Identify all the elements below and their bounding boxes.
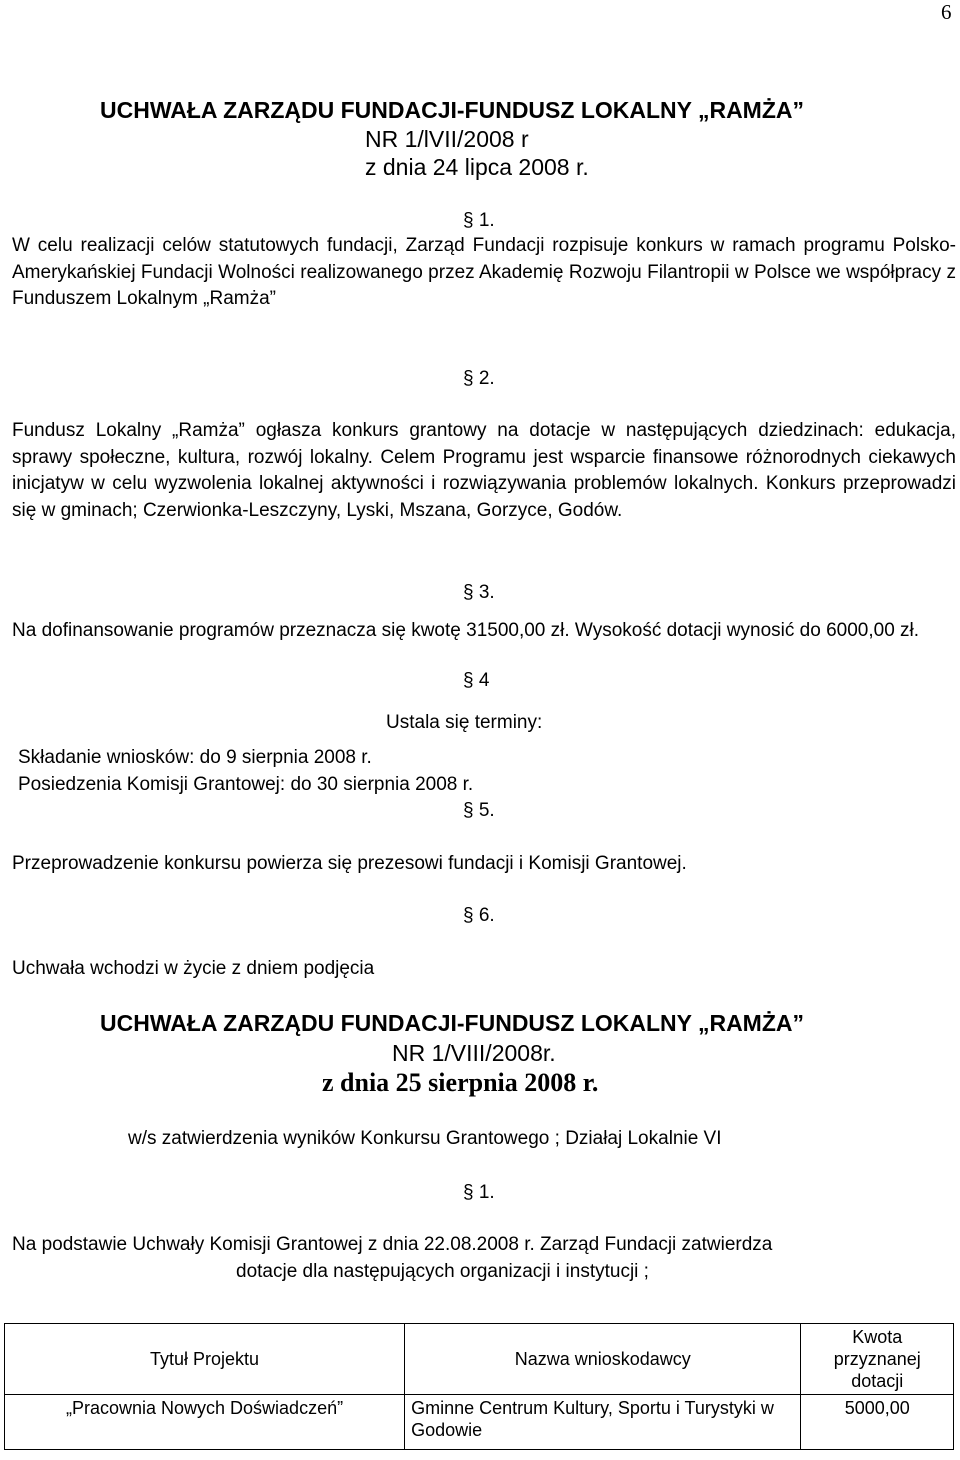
section-6-text: Uchwała wchodzi w życie z dniem podjęcia: [12, 958, 375, 979]
resolution2-section-1-heading: § 1.: [463, 1182, 495, 1203]
cell-amount: 5000,00: [801, 1395, 954, 1450]
section-3-text: Na dofinansowanie programów przeznacza się kwotę 31500,00 zł. Wysokość dotacji wynosić do 6000,00 zł.: [12, 620, 920, 641]
table-header-row: [5, 1324, 954, 1395]
header-amount: Kwota przyznanej dotacji: [801, 1324, 954, 1395]
resolution2-subject: w/s zatwierdzenia wyników Konkursu Grantowego ; Działaj Lokalnie VI: [128, 1128, 722, 1149]
grants-table: [4, 1323, 954, 1450]
section-5-text: Przeprowadzenie konkursu powierza się prezesowi fundacji i Komisji Grantowej.: [12, 853, 687, 874]
section-1-text: W celu realizacji celów statutowych fundacji, Zarząd Fundacji rozpisuje konkurs w ramach programu Polsko-Amerykańskiej Fundacji Wolności realizowanego przez Akademię Rozwoju Filantropii w Polsce we współpracy z Funduszem Lokalnym „Ramża”: [12, 235, 956, 309]
resolution2-section-1-line2: dotacje dla następujących organizacji i instytucji ;: [236, 1261, 649, 1282]
resolution2-title: UCHWAŁA ZARZĄDU FUNDACJI-FUNDUSZ LOKALNY „RAMŻA”: [100, 1010, 804, 1036]
section-1-heading: § 1.: [463, 210, 495, 231]
cell-applicant: Gminne Centrum Kultury, Sportu i Turystyki w Godowie: [405, 1395, 801, 1450]
resolution1-title: UCHWAŁA ZARZĄDU FUNDACJI-FUNDUSZ LOKALNY „RAMŻA”: [100, 97, 804, 123]
resolution1-number: NR 1/lVII/2008 r: [365, 126, 529, 152]
resolution1-date: z dnia 24 lipca 2008 r.: [365, 154, 589, 180]
resolution2-number: NR 1/VIII/2008r.: [392, 1040, 556, 1066]
page-number: 6: [941, 0, 952, 24]
cell-project-title: „Pracownia Nowych Doświadczeń”: [5, 1395, 405, 1450]
section-2-heading: § 2.: [463, 368, 495, 389]
section-2-text: Fundusz Lokalny „Ramża” ogłasza konkurs grantowy na dotacje w następujących dziedzinach: edukacja, sprawy społeczne, kultura, rozwój lokalny. Celem Programu jest wsparcie finansowe różnorodnych ciekawych inicjatyw w celu wyzwolenia lokalnej aktywności i rozwiązywania problemów lokalnych. Konkurs przeprowadzi się w gminach; Czerwionka-Leszczyny, Lyski, Mszana, Gorzyce, Godów.: [12, 420, 956, 521]
section-5-heading: § 5.: [463, 800, 495, 821]
header-project-title: Tytuł Projektu: [5, 1324, 405, 1395]
table-row: [5, 1395, 954, 1450]
section-3-heading: § 3.: [463, 582, 495, 603]
section-4-intro: Ustala się terminy:: [386, 712, 543, 733]
deadline-applications: Składanie wniosków: do 9 sierpnia 2008 r.: [18, 747, 372, 768]
header-applicant: Nazwa wnioskodawcy: [405, 1324, 801, 1395]
deadline-committee: Posiedzenia Komisji Grantowej: do 30 sierpnia 2008 r.: [18, 774, 474, 795]
section-4-heading: § 4: [463, 670, 490, 691]
section-6-heading: § 6.: [463, 905, 495, 926]
resolution2-date: z dnia 25 sierpnia 2008 r.: [322, 1068, 599, 1097]
resolution2-section-1-line1: Na podstawie Uchwały Komisji Grantowej z dnia 22.08.2008 r. Zarząd Fundacji zatwierdza: [12, 1234, 773, 1255]
